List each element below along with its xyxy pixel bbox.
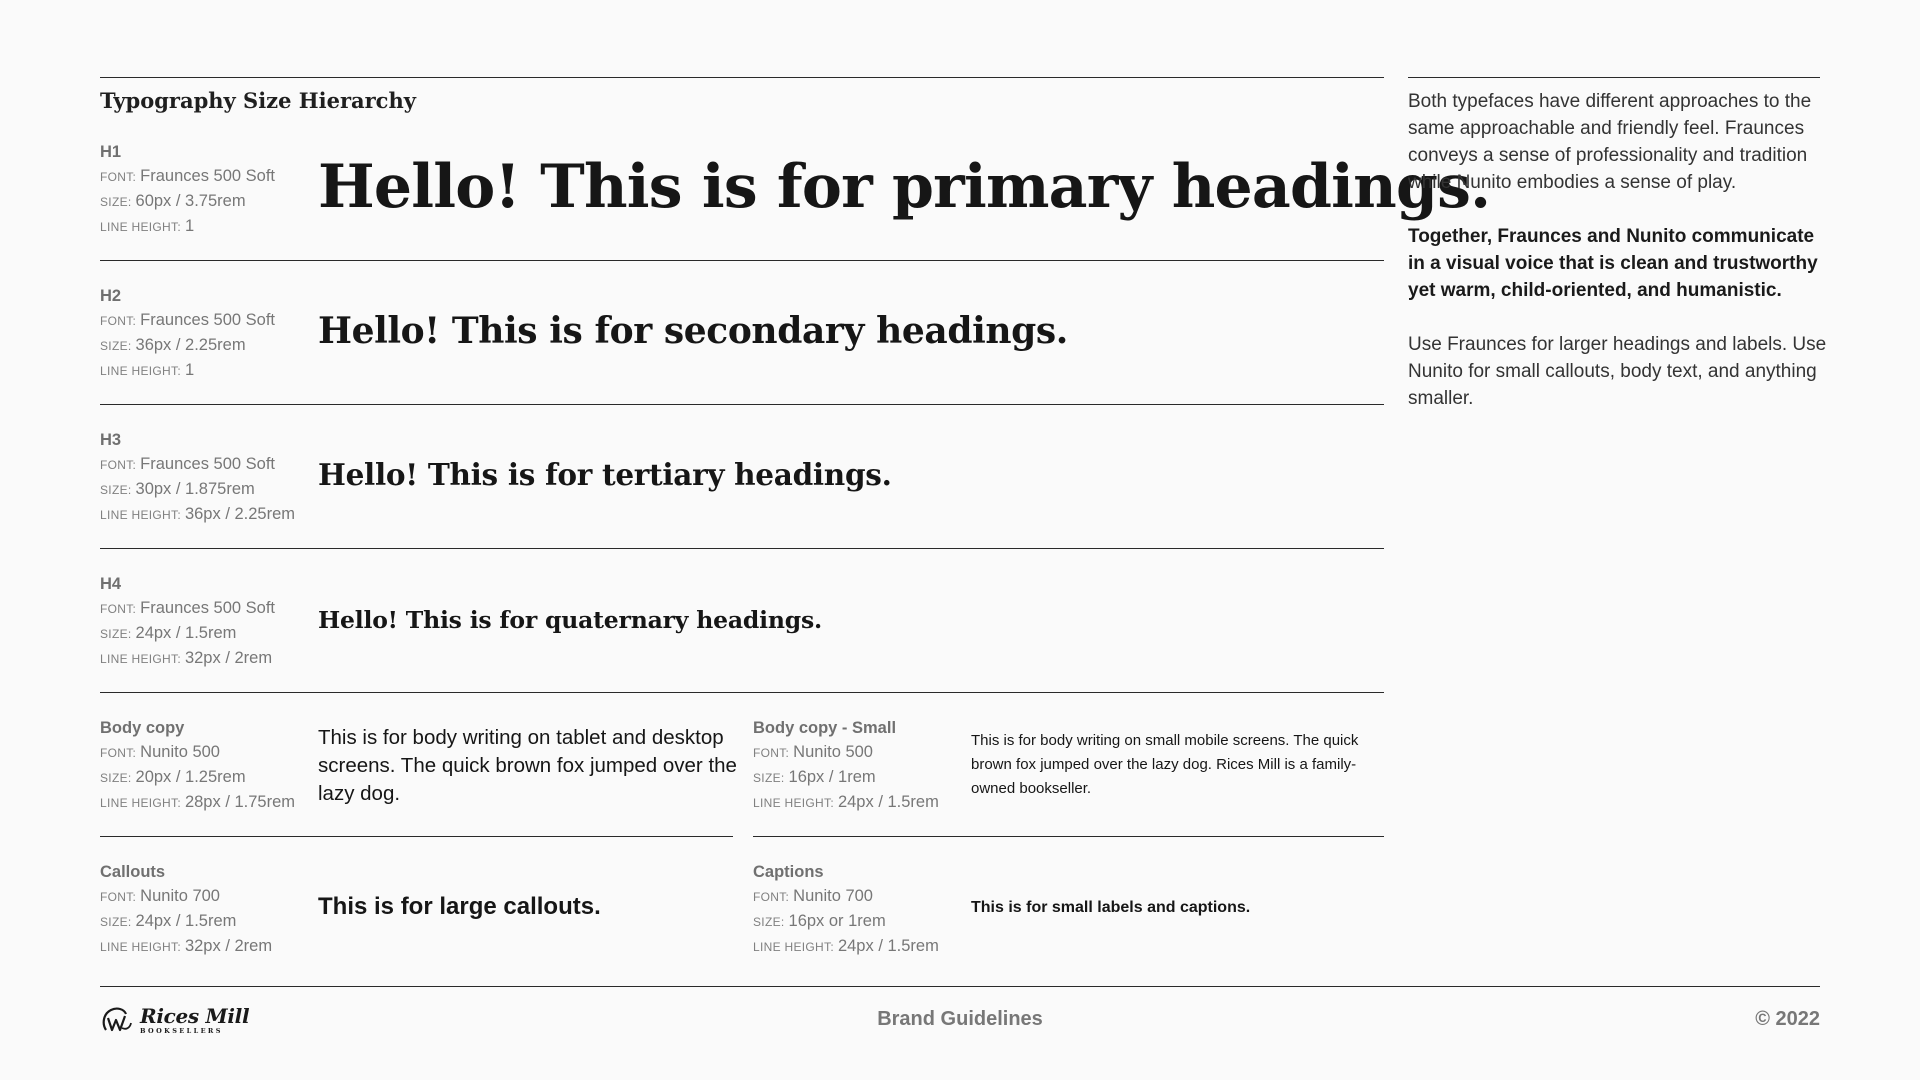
font-label: FONT: — [753, 890, 790, 904]
spec-line-height: 24px / 1.5rem — [837, 793, 939, 811]
footer-rule — [100, 986, 1820, 987]
size-label: SIZE: — [753, 915, 785, 929]
spec-font: Nunito 700 — [140, 887, 220, 905]
spec-name: Body copy — [100, 719, 185, 737]
font-label: FONT: — [100, 890, 137, 904]
size-label: SIZE: — [100, 627, 132, 641]
sample-body-copy: This is for body writing on tablet and desktop screens. The quick brown fox jumped over the lazy dog. — [318, 726, 737, 805]
spec-line-height: 32px / 2rem — [184, 937, 273, 955]
spec-font: Nunito 500 — [140, 743, 220, 761]
divider-h4 — [100, 692, 1384, 693]
size-label: SIZE: — [100, 339, 132, 353]
spec-h1 — [100, 140, 275, 239]
line-height-label: LINE HEIGHT: — [100, 940, 181, 954]
sample-body-copy-small: This is for body writing on small mobile screens. The quick brown fox jumped over the lazy dog. Rices Mill is a family-owned bookseller. — [971, 732, 1359, 797]
sample-captions: This is for small labels and captions. — [971, 899, 1251, 916]
spec-body-copy-small — [753, 716, 939, 815]
sample-h2: Hello! This is for secondary headings. — [318, 310, 1068, 352]
sidebar-paragraph: Both typefaces have different approaches to the same approachable and friendly feel. Fraunces conveys a sense of professionality and tradition while Nunito embodies a sense of play. — [1408, 91, 1812, 193]
font-label: FONT: — [100, 746, 137, 760]
size-label: SIZE: — [100, 915, 132, 929]
spec-name: H2 — [100, 287, 122, 305]
logo-subtitle: BOOKSELLERS — [140, 1026, 223, 1035]
sample-h3: Hello! This is for tertiary headings. — [318, 457, 892, 492]
font-label: FONT: — [100, 314, 137, 328]
spec-font: Fraunces 500 Soft — [140, 167, 275, 185]
spec-size: 30px / 1.875rem — [135, 480, 255, 498]
spec-h2 — [100, 284, 275, 383]
size-label: SIZE: — [100, 483, 132, 497]
spec-font: Fraunces 500 Soft — [140, 311, 275, 329]
line-height-label: LINE HEIGHT: — [753, 940, 834, 954]
size-label: SIZE: — [100, 771, 132, 785]
spec-body-copy — [100, 716, 295, 815]
logo-wordmark: Rices Mill — [140, 1003, 250, 1028]
spec-font: Fraunces 500 Soft — [140, 599, 275, 617]
spec-font: Nunito 700 — [793, 887, 873, 905]
spec-font: Nunito 500 — [793, 743, 873, 761]
divider-h1 — [100, 260, 1384, 261]
spec-h3 — [100, 428, 295, 527]
page-title: Typography Size Hierarchy — [100, 88, 416, 113]
divider-body-right — [753, 836, 1384, 837]
sample-callouts: This is for large callouts. — [318, 893, 601, 920]
size-label: SIZE: — [100, 195, 132, 209]
font-label: FONT: — [753, 746, 790, 760]
spec-size: 20px / 1.25rem — [135, 768, 246, 786]
spec-size: 36px / 2.25rem — [135, 336, 246, 354]
line-height-label: LINE HEIGHT: — [100, 508, 181, 522]
spec-name: Callouts — [100, 863, 166, 881]
spec-size: 16px or 1rem — [788, 912, 886, 930]
top-rule-side — [1408, 77, 1820, 78]
spec-line-height: 1 — [184, 217, 195, 235]
spec-captions — [753, 860, 939, 959]
divider-h2 — [100, 404, 1384, 405]
spec-line-height: 28px / 1.75rem — [184, 793, 296, 811]
spec-size: 24px / 1.5rem — [135, 912, 237, 930]
spec-line-height: 1 — [184, 361, 195, 379]
font-label: FONT: — [100, 458, 137, 472]
line-height-label: LINE HEIGHT: — [753, 796, 834, 810]
line-height-label: LINE HEIGHT: — [100, 652, 181, 666]
spec-line-height: 32px / 2rem — [184, 649, 273, 667]
footer-document-title: Brand Guidelines — [877, 1008, 1043, 1030]
spec-size: 24px / 1.5rem — [135, 624, 237, 642]
divider-body-left — [100, 836, 733, 837]
line-height-label: LINE HEIGHT: — [100, 364, 181, 378]
spec-name: H4 — [100, 575, 122, 593]
spec-callouts — [100, 860, 272, 959]
spec-line-height: 36px / 2.25rem — [184, 505, 296, 523]
font-label: FONT: — [100, 602, 137, 616]
spec-size: 60px / 3.75rem — [135, 192, 246, 210]
sidebar-paragraph-emphasis: Together, Fraunces and Nunito communicate in a visual voice that is clean and trustworthy yet warm, child-oriented, and humanistic. — [1408, 226, 1818, 301]
top-rule-main — [100, 77, 1384, 78]
line-height-label: LINE HEIGHT: — [100, 796, 181, 810]
sample-h1: Hello! This is for primary headings. — [318, 152, 1491, 222]
spec-font: Fraunces 500 Soft — [140, 455, 275, 473]
spec-name: H1 — [100, 143, 122, 161]
spec-name: Captions — [753, 863, 824, 881]
line-height-label: LINE HEIGHT: — [100, 220, 181, 234]
sidebar-paragraph: Use Fraunces for larger headings and labels. Use Nunito for small callouts, body text, and anything smaller. — [1408, 334, 1827, 409]
font-label: FONT: — [100, 170, 137, 184]
footer-copyright: © 2022 — [1755, 1008, 1820, 1030]
spec-h4 — [100, 572, 275, 671]
divider-h3 — [100, 548, 1384, 549]
spec-name: H3 — [100, 431, 122, 449]
spec-size: 16px / 1rem — [788, 768, 876, 786]
sample-h4: Hello! This is for quaternary headings. — [318, 606, 822, 634]
spec-name: Body copy - Small — [753, 719, 897, 737]
spec-line-height: 24px / 1.5rem — [837, 937, 939, 955]
size-label: SIZE: — [753, 771, 785, 785]
sidebar-notes — [1408, 88, 1828, 439]
